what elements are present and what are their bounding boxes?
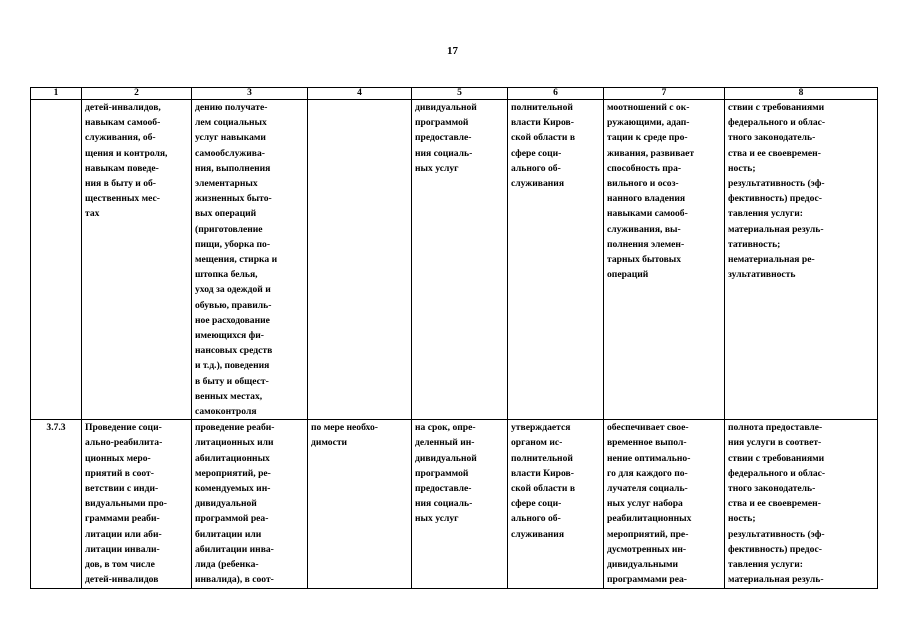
table-cell-periodicity: по мере необхо- димости	[308, 420, 412, 588]
table-row	[31, 420, 878, 588]
table-cell-service-name: Проведение соци- ально-реабилита- ционных меро- приятий в соот- ветствии с инди- видуальными про- граммами реаби- литации или аби- литации инвали- дов, в том числе детей-инвалидов	[82, 420, 192, 588]
table-cell-number: 3.7.3	[31, 420, 82, 588]
table-cell-quality-indicators: полнота предоставле- ния услуги в соответ- ствии с требованиями федерального и облас- тного законодатель- ства и ее своевремен- ность; результативность (эф- фективность) предос- тавления услуги: материальная резуль-	[725, 420, 878, 588]
header-cell-5: 5	[412, 88, 508, 100]
table-cell-quality-indicators: ствии с требованиями федерального и облас- тного законодатель- ства и ее своевремен- ность; результативность (эф- фективность) предос- тавления услуги: материальная резуль- тативность; нематериальная ре- зультативность	[725, 100, 878, 420]
table-cell-periodicity	[308, 100, 412, 420]
page-number: 17	[447, 45, 458, 57]
services-table	[30, 87, 878, 589]
table-header-row	[31, 88, 878, 100]
table-cell-tariff: полнительной власти Киров- ской области в сфере соци- ального об- служивания	[508, 100, 604, 420]
header-cell-4: 4	[308, 88, 412, 100]
header-cell-1: 1	[31, 88, 82, 100]
services-table-wrapper	[30, 87, 878, 589]
table-cell-service-name: детей-инвалидов, навыкам самооб- служивания, об- щения и контроля, навыкам поведе- ния в быту и об- щественных мес- тах	[82, 100, 192, 420]
table-cell-service-description: дению получате- лем социальных услуг навыками самообслужива- ния, выполнения элементарных жизненных быто- вых операций (приготовление пищи, уборка по- мещения, стирка и штопка белья, уход за одеждой и обувью, правиль- ное расходование имеющихся фи- нансовых средств и т.д.), поведения в быту и общест- венных местах, самоконтроля	[192, 100, 308, 420]
header-cell-3: 3	[192, 88, 308, 100]
table-cell-conditions: обеспечивает свое- временное выпол- нение оптимально- го для каждого по- лучателя социаль- ных услуг набора реабилитационных мероприятий, пре- дусмотренных ин- дивидуальными программами реа-	[604, 420, 725, 588]
table-cell-tariff: утверждается органом ис- полнительной власти Киров- ской области в сфере соци- ального об- служивания	[508, 420, 604, 588]
table-cell-number	[31, 100, 82, 420]
table-row	[31, 100, 878, 420]
header-cell-8: 8	[725, 88, 878, 100]
table-cell-conditions: моотношений с ок- ружающими, адап- тации к среде про- живания, развивает способность пра- вильного и осоз- нанного владения навыками самооб- служивания, вы- полнения элемен- тарных бытовых операций	[604, 100, 725, 420]
header-cell-2: 2	[82, 88, 192, 100]
header-cell-7: 7	[604, 88, 725, 100]
header-cell-6: 6	[508, 88, 604, 100]
table-cell-term: на срок, опре- деленный ин- дивидуальной программой предоставле- ния социаль- ных услуг	[412, 420, 508, 588]
table-cell-term: дивидуальной программой предоставле- ния социаль- ных услуг	[412, 100, 508, 420]
table-cell-service-description: проведение реаби- литационных или абилитационных мероприятий, ре- комендуемых ин- дивидуальной программой реа- билитации или абилитации инва- лида (ребенка- инвалида), в соот-	[192, 420, 308, 588]
